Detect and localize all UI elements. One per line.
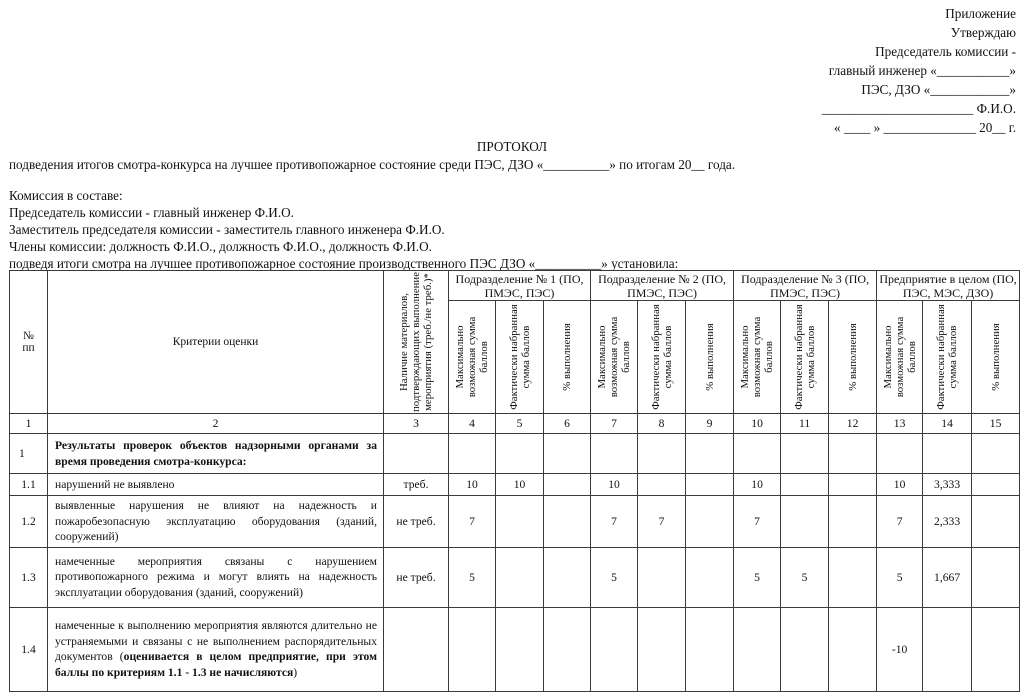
row-number: 1.4 xyxy=(10,607,48,691)
value-cell xyxy=(972,496,1020,548)
value-cell xyxy=(544,434,591,474)
header-num: № пп xyxy=(10,271,48,414)
value-cell xyxy=(638,474,686,496)
value-cell xyxy=(829,496,877,548)
value-cell xyxy=(638,434,686,474)
value-cell: 5 xyxy=(449,547,496,607)
materials-cell xyxy=(384,434,449,474)
subheader-actual: Фактически набранная сумма баллов xyxy=(923,301,972,414)
commission-line: подведя итоги смотра на лучшее противопожарное состояние производственного ПЭС ДЗО «__________» установила: xyxy=(9,256,679,271)
approval-line: ПЭС, ДЗО «____________» xyxy=(861,82,1016,97)
subheader-percent: % выполнения xyxy=(972,301,1020,414)
value-cell xyxy=(734,607,781,691)
column-number-row xyxy=(10,414,1020,434)
materials-cell xyxy=(384,607,449,691)
table-row-1-1 xyxy=(10,474,1020,496)
value-cell xyxy=(496,496,544,548)
subheader-actual: Фактически набранная сумма баллов xyxy=(781,301,829,414)
value-cell xyxy=(544,607,591,691)
value-cell: 7 xyxy=(449,496,496,548)
column-number: 3 xyxy=(384,414,449,434)
column-number: 6 xyxy=(544,414,591,434)
column-number: 8 xyxy=(638,414,686,434)
commission-block xyxy=(9,187,678,272)
value-cell: 5 xyxy=(877,547,923,607)
subheader-percent: % выполнения xyxy=(829,301,877,414)
header-materials: Наличие материалов, подтверждающих выполнение мероприятия (треб./не треб.)* xyxy=(384,271,449,414)
value-cell xyxy=(781,474,829,496)
subheader-max: Максимально возможная сумма баллов xyxy=(591,301,638,414)
criteria-text: намеченные к выполнению мероприятия являются длительно не устраняемыми и связаны с не выполнением распорядительных документов ( xyxy=(55,619,377,663)
value-cell xyxy=(686,607,734,691)
value-cell: 10 xyxy=(734,474,781,496)
header-criteria: Критерии оценки xyxy=(48,271,384,414)
subheader-percent: % выполнения xyxy=(686,301,734,414)
header-group-1: Подразделение № 1 (ПО, ПМЭС, ПЭС) xyxy=(449,271,591,301)
column-number: 11 xyxy=(781,414,829,434)
column-number: 12 xyxy=(829,414,877,434)
approval-line: _______________________ Ф.И.О. xyxy=(821,101,1016,116)
criteria-note-bold: оценивается в целом предприятие, при этом баллы по критериям 1.1 - 1.3 не начисляются xyxy=(55,650,377,679)
value-cell xyxy=(972,547,1020,607)
value-cell: 3,333 xyxy=(923,474,972,496)
value-cell: 5 xyxy=(591,547,638,607)
value-cell xyxy=(449,434,496,474)
materials-cell: треб. xyxy=(384,474,449,496)
column-number: 13 xyxy=(877,414,923,434)
column-number: 5 xyxy=(496,414,544,434)
subheader-max: Максимально возможная сумма баллов xyxy=(877,301,923,414)
criteria-cell: Результаты проверок объектов надзорными органами за время проведения смотра-конкурса: xyxy=(48,434,384,474)
value-cell xyxy=(449,607,496,691)
value-cell xyxy=(829,474,877,496)
column-number: 2 xyxy=(48,414,384,434)
column-number: 1 xyxy=(10,414,48,434)
value-cell xyxy=(972,607,1020,691)
commission-line: Комиссия в составе: xyxy=(9,188,123,203)
value-cell: 10 xyxy=(591,474,638,496)
value-cell xyxy=(781,496,829,548)
table-row-1-3 xyxy=(10,547,1020,607)
subheader-max: Максимально возможная сумма баллов xyxy=(449,301,496,414)
value-cell xyxy=(781,607,829,691)
column-number: 9 xyxy=(686,414,734,434)
column-number: 7 xyxy=(591,414,638,434)
value-cell xyxy=(591,434,638,474)
value-cell xyxy=(544,496,591,548)
header-group-3: Подразделение № 3 (ПО, ПМЭС, ПЭС) xyxy=(734,271,877,301)
column-number: 15 xyxy=(972,414,1020,434)
value-cell xyxy=(591,607,638,691)
approval-line: Председатель комиссии - xyxy=(875,44,1016,59)
value-cell xyxy=(544,547,591,607)
approval-block xyxy=(776,4,1016,137)
subheader-actual: Фактически набранная сумма баллов xyxy=(496,301,544,414)
value-cell: 2,333 xyxy=(923,496,972,548)
subheader-percent: % выполнения xyxy=(544,301,591,414)
value-cell xyxy=(923,607,972,691)
value-cell: 7 xyxy=(877,496,923,548)
value-cell xyxy=(686,434,734,474)
evaluation-table xyxy=(9,270,1020,692)
commission-line: Члены комиссии: должность Ф.И.О., должность Ф.И.О., должность Ф.И.О. xyxy=(9,239,432,254)
criteria-cell: нарушений не выявлено xyxy=(48,474,384,496)
value-cell: 7 xyxy=(591,496,638,548)
value-cell xyxy=(781,434,829,474)
commission-line: Председатель комиссии - главный инженер Ф.И.О. xyxy=(9,205,294,220)
commission-line: Заместитель председателя комиссии - заместитель главного инженера Ф.И.О. xyxy=(9,222,445,237)
row-number: 1.1 xyxy=(10,474,48,496)
row-number: 1 xyxy=(10,434,48,474)
value-cell xyxy=(972,474,1020,496)
table-row-1-2 xyxy=(10,496,1020,548)
value-cell xyxy=(638,547,686,607)
header-group-2: Подразделение № 2 (ПО, ПМЭС, ПЭС) xyxy=(591,271,734,301)
value-cell: 10 xyxy=(449,474,496,496)
value-cell xyxy=(923,434,972,474)
header-group-enterprise: Предприятие в целом (ПО, ПЭС, МЭС, ДЗО) xyxy=(877,271,1020,301)
value-cell xyxy=(638,607,686,691)
value-cell xyxy=(734,434,781,474)
approval-line: « ____ » ______________ 20__ г. xyxy=(834,120,1016,135)
value-cell xyxy=(829,547,877,607)
document-subtitle: подведения итогов смотра-конкурса на лучшее противопожарное состояние среди ПЭС, ДЗО «__________» по итогам 20__ года. xyxy=(9,157,736,172)
header-row xyxy=(10,271,1020,301)
value-cell xyxy=(686,547,734,607)
value-cell: 7 xyxy=(638,496,686,548)
value-cell: 7 xyxy=(734,496,781,548)
value-cell xyxy=(829,607,877,691)
value-cell xyxy=(686,496,734,548)
table-row-section-1 xyxy=(10,434,1020,474)
column-number: 10 xyxy=(734,414,781,434)
value-cell: 10 xyxy=(877,474,923,496)
value-cell xyxy=(496,607,544,691)
approval-line: главный инженер «___________» xyxy=(828,63,1016,78)
column-number: 14 xyxy=(923,414,972,434)
value-cell xyxy=(686,474,734,496)
materials-cell: не треб. xyxy=(384,547,449,607)
criteria-cell: выявленные нарушения не влияют на надежность и пожаробезопасную эксплуатацию оборудования (зданий, сооружений) xyxy=(48,496,384,548)
value-cell xyxy=(877,434,923,474)
criteria-cell: намеченные мероприятия связаны с нарушением противопожарного режима и могут влиять на надежность эксплуатации оборудования (зданий, сооружений) xyxy=(48,547,384,607)
criteria-text-end: ) xyxy=(293,665,298,679)
approval-line: Утверждаю xyxy=(950,25,1016,40)
subheader-max: Максимально возможная сумма баллов xyxy=(734,301,781,414)
value-cell xyxy=(496,547,544,607)
materials-cell: не треб. xyxy=(384,496,449,548)
table-row-1-4 xyxy=(10,607,1020,691)
value-cell: 5 xyxy=(734,547,781,607)
value-cell xyxy=(544,474,591,496)
value-cell: 10 xyxy=(496,474,544,496)
value-cell: 1,667 xyxy=(923,547,972,607)
value-cell xyxy=(496,434,544,474)
value-cell xyxy=(972,434,1020,474)
subheader-actual: Фактически набранная сумма баллов xyxy=(638,301,686,414)
document-title: ПРОТОКОЛ xyxy=(476,139,548,154)
column-number: 4 xyxy=(449,414,496,434)
value-cell: -10 xyxy=(877,607,923,691)
row-number: 1.2 xyxy=(10,496,48,548)
criteria-cell xyxy=(48,607,384,691)
approval-line: Приложение xyxy=(945,6,1016,21)
value-cell: 5 xyxy=(781,547,829,607)
row-number: 1.3 xyxy=(10,547,48,607)
value-cell xyxy=(829,434,877,474)
